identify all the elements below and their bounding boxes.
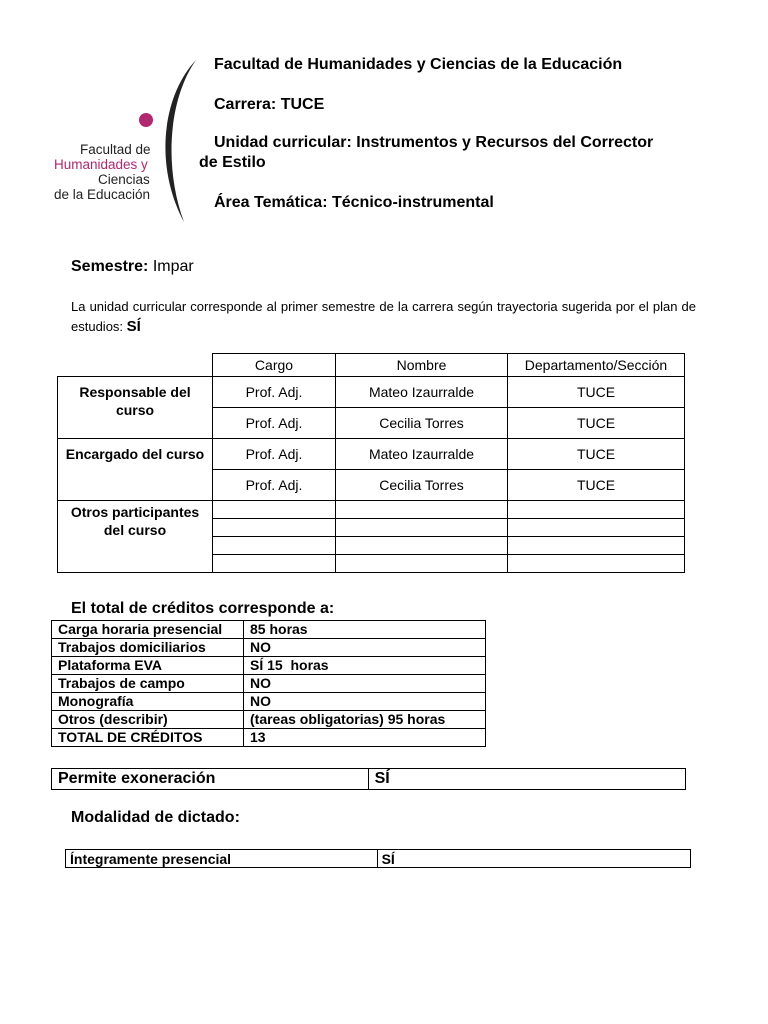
header-departamento: Departamento/Sección [508, 354, 685, 377]
cell-nombre: Mateo Izaurralde [336, 439, 508, 470]
modalidad-label: Íntegramente presencial [66, 850, 378, 868]
staff-table [57, 353, 685, 573]
credit-label: Trabajos de campo [52, 675, 244, 693]
header-nombre: Nombre [336, 354, 508, 377]
role-encargado: Encargado del curso [58, 439, 213, 501]
cell-departamento: TUCE [508, 470, 685, 501]
credit-value: NO [244, 675, 486, 693]
empty-cell [213, 501, 336, 519]
modalidad-table [65, 849, 691, 868]
credit-label: Carga horaria presencial [52, 621, 244, 639]
faculty-logo [50, 56, 200, 226]
modalidad-value: SÍ [377, 850, 690, 868]
credit-value: 85 horas [244, 621, 486, 639]
exoneracion-value: SÍ [368, 769, 685, 790]
role-responsable: Responsable del curso [58, 377, 213, 439]
unidad-line-2: de Estilo [199, 154, 266, 171]
cell-departamento: TUCE [508, 408, 685, 439]
exoneracion-label: Permite exoneración [52, 769, 369, 790]
empty-cell [336, 501, 508, 519]
paragraph-text: La unidad curricular corresponde al primer semestre de la carrera según trayectoria sugerida por el plan de estudios: [71, 299, 696, 334]
area-line: Área Temática: Técnico-instrumental [214, 194, 494, 211]
cell-nombre: Mateo Izaurralde [336, 377, 508, 408]
credit-value: NO [244, 639, 486, 657]
exoneracion-table [51, 768, 686, 790]
credit-value: 13 [244, 729, 486, 747]
empty-cell [336, 555, 508, 573]
table-row [52, 657, 486, 675]
logo-line: Facultad de [80, 142, 151, 157]
cell-cargo: Prof. Adj. [213, 377, 336, 408]
credits-table [51, 620, 486, 747]
credit-value: (tareas obligatorias) 95 horas [244, 711, 486, 729]
empty-cell [336, 537, 508, 555]
table-row [66, 850, 691, 868]
semester-paragraph [71, 297, 696, 337]
table-row [52, 729, 486, 747]
credit-label: TOTAL DE CRÉDITOS [52, 729, 244, 747]
empty-cell [213, 555, 336, 573]
semestre-value: Impar [152, 258, 194, 275]
carrera-line: Carrera: TUCE [214, 96, 325, 113]
empty-cell [213, 537, 336, 555]
empty-cell [508, 555, 685, 573]
table-row [58, 377, 685, 408]
credit-label: Trabajos domiciliarios [52, 639, 244, 657]
unidad-line-1: Unidad curricular: Instrumentos y Recursos del Corrector [214, 134, 654, 151]
table-row [58, 439, 685, 470]
logo-line: Humanidades y [54, 157, 148, 172]
empty-cell [336, 519, 508, 537]
cell-cargo: Prof. Adj. [213, 470, 336, 501]
logo-line: Ciencias [98, 172, 150, 187]
table-row [52, 639, 486, 657]
empty-corner-cell [58, 354, 213, 377]
empty-cell [213, 519, 336, 537]
credit-value: NO [244, 693, 486, 711]
credit-label: Plataforma EVA [52, 657, 244, 675]
logo-text [54, 142, 151, 202]
table-header-row [58, 354, 685, 377]
cell-nombre: Cecilia Torres [336, 408, 508, 439]
role-otros: Otros participantes del curso [58, 501, 213, 573]
paragraph-answer: SÍ [126, 318, 141, 335]
table-row [58, 501, 685, 519]
table-row [52, 769, 686, 790]
faculty-title: Facultad de Humanidades y Ciencias de la Educación [214, 56, 623, 73]
empty-cell [508, 537, 685, 555]
modalidad-title: Modalidad de dictado: [71, 809, 240, 826]
table-row [52, 621, 486, 639]
cell-departamento: TUCE [508, 439, 685, 470]
table-row [52, 711, 486, 729]
credit-label: Monografía [52, 693, 244, 711]
header-cargo: Cargo [213, 354, 336, 377]
empty-cell [508, 519, 685, 537]
cell-cargo: Prof. Adj. [213, 408, 336, 439]
credits-title: El total de créditos corresponde a: [71, 600, 335, 617]
credit-label: Otros (describir) [52, 711, 244, 729]
cell-cargo: Prof. Adj. [213, 439, 336, 470]
table-row [52, 675, 486, 693]
semestre-label: Semestre: [71, 258, 149, 275]
semestre-line [71, 258, 194, 276]
credit-value: SÍ 15 horas [244, 657, 486, 675]
table-row [52, 693, 486, 711]
cell-nombre: Cecilia Torres [336, 470, 508, 501]
logo-line: de la Educación [54, 187, 151, 202]
cell-departamento: TUCE [508, 377, 685, 408]
empty-cell [508, 501, 685, 519]
